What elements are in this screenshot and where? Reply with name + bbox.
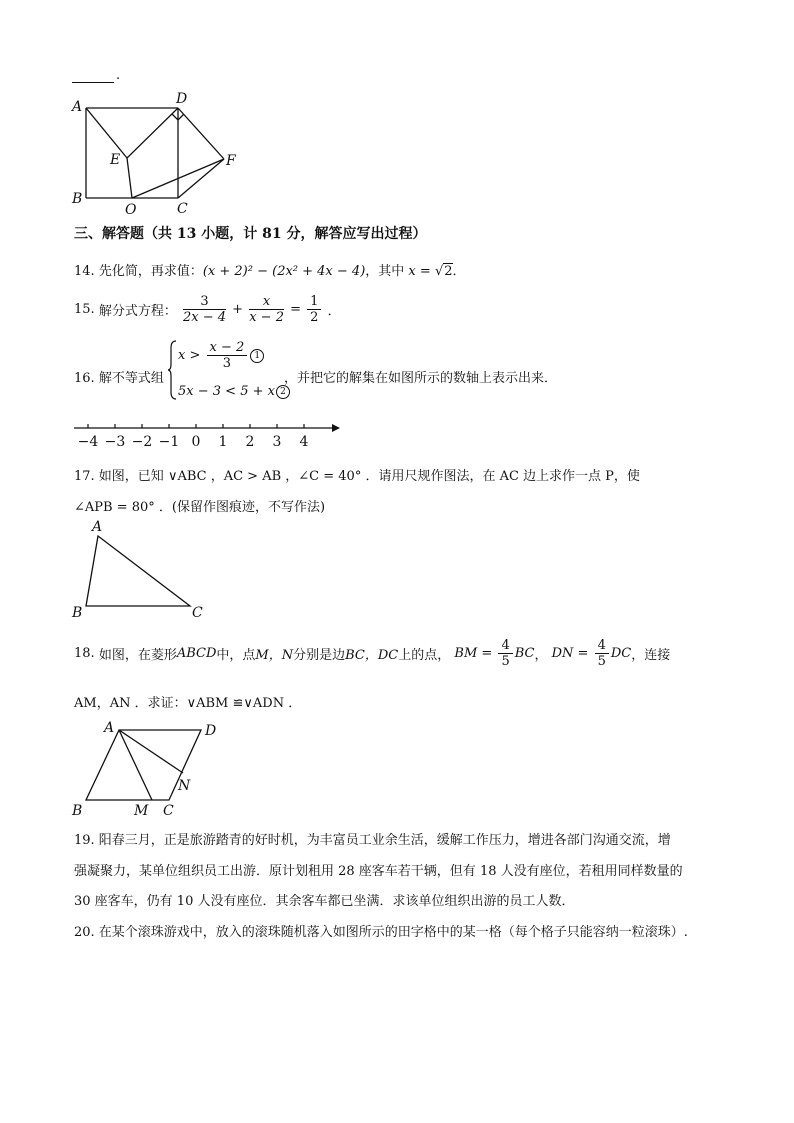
q14-lead: 先化简，再求值：	[98, 264, 203, 279]
q18-bcdc: BC，DC	[345, 648, 399, 663]
q16-line1-num: x − 2	[207, 340, 248, 356]
q15-frac-1	[183, 294, 226, 325]
q15-lead: 解分式方程：	[98, 304, 177, 319]
label-c: C	[163, 803, 174, 819]
figure-triangle-abc	[70, 518, 220, 622]
label-d: D	[205, 723, 217, 739]
number-line-label: 1	[218, 434, 228, 450]
seg-ed	[127, 108, 178, 158]
q16-mark-2: 2	[276, 385, 290, 399]
q16-line2-text: 5x − 3 < 5 + x	[178, 384, 275, 399]
label-a: A	[72, 99, 83, 115]
q19-line-2: 强凝聚力，某单位组织员工出游．原计划租用 28 座客车若干辆，但有 18 人没有座位，若租用同样数量的	[74, 864, 683, 879]
q15-end: ．	[327, 304, 341, 319]
q19-line-1: 19. 阳春三月，正是旅游踏青的好时机，为丰富员工业余生活，缓解工作压力，增进各部门沟通交流，增	[74, 833, 671, 848]
q15-eq: =	[290, 302, 302, 317]
q16-line1-frac	[207, 340, 248, 371]
q14-cond-sqrt: √	[434, 264, 444, 279]
q15-number: 15.	[74, 302, 95, 317]
number-line-label: 0	[191, 434, 201, 450]
seg-cf	[178, 159, 224, 198]
q15-frac-2-den: x − 2	[249, 310, 284, 325]
label-b: B	[72, 803, 83, 819]
q14-expression: (x + 2)² − (2x² + 4x − 4)	[202, 264, 366, 279]
answer-blank	[72, 72, 114, 83]
q18-frac-1-den: 5	[501, 654, 510, 669]
q16-line-2	[178, 384, 290, 399]
q18-lead: 如图，在菱形	[98, 648, 177, 663]
q19-line-3: 30 座客车，仍有 10 人没有座位．其余客车都已坐满．求该单位组织出游的员工人数．	[74, 894, 575, 909]
q20-line-1: 20. 在某个滚珠游戏中，放入的滚珠随机落入如图所示的田字格中的某一格（每个格子只能容纳一粒滚珠）.	[74, 925, 688, 940]
q16-line1-den: 3	[222, 356, 232, 371]
q14-cond-eq: =	[415, 264, 435, 279]
q18-mid1: 中，点	[216, 648, 256, 663]
answer-blank-dot: .	[116, 68, 121, 83]
number-line-label: −3	[104, 434, 126, 450]
label-a: A	[92, 519, 103, 535]
q14-cond-val: 2	[444, 264, 453, 279]
q15-frac-3-num: 1	[307, 294, 321, 310]
q16-mark-1: 1	[250, 349, 264, 363]
q18-dc: DC	[610, 646, 632, 661]
q18-frac-1-num: 4	[498, 638, 512, 654]
q18-sep: ，	[534, 648, 548, 663]
q18-abcd: ABCD	[176, 646, 217, 661]
number-line-label: 3	[272, 434, 282, 450]
q14-cond-var: x	[408, 264, 416, 279]
q15-plus: +	[232, 302, 244, 317]
q17-line-2: ∠APB = 80° ．(保留作图痕迹，不写作法)	[74, 500, 326, 515]
number-line-label: −4	[77, 434, 99, 450]
q18-frac-2-den: 5	[597, 654, 606, 669]
q18-frac-2-num: 4	[595, 638, 609, 654]
q16-number-lead	[74, 367, 164, 386]
seg-ae	[86, 108, 127, 158]
q14-mid: ，其中	[365, 264, 405, 279]
label-b: B	[72, 191, 83, 207]
label-a: A	[104, 720, 115, 736]
label-e: E	[110, 152, 121, 168]
q18-line-1	[74, 638, 670, 669]
q15-frac-2	[249, 294, 284, 325]
q15-frac-1-num: 3	[183, 294, 226, 310]
seg-eo	[127, 158, 132, 198]
label-n: N	[178, 778, 191, 794]
q15-frac-3	[307, 294, 321, 325]
section-title: 三、解答题（共 13 小题，计 81 分，解答应写出过程）	[74, 226, 427, 242]
q16-brace	[168, 340, 178, 400]
label-c: C	[192, 605, 203, 621]
q16-line1-var: x >	[178, 348, 201, 363]
question-14	[74, 260, 466, 279]
q18-mid3: 上的点，	[398, 648, 451, 663]
q16-lead: 解不等式组	[98, 371, 164, 386]
number-line-label: −2	[131, 434, 153, 450]
q18-mn: M，N	[255, 648, 294, 663]
q18-tail: ，连接	[631, 648, 671, 663]
q15-frac-3-den: 2	[310, 310, 319, 325]
seg-df	[178, 108, 224, 159]
figure-square-abcd	[70, 92, 250, 222]
q16-number: 16.	[74, 371, 95, 386]
label-o: O	[125, 202, 137, 218]
label-c: C	[177, 201, 188, 217]
number-line	[70, 418, 350, 452]
label-m: M	[134, 803, 149, 819]
q16-line-1	[178, 340, 264, 371]
q18-mid2: 分别是边	[293, 648, 346, 663]
q14-end: ．	[452, 264, 466, 279]
q18-frac-1	[498, 638, 512, 669]
q18-bm: BM =	[454, 646, 493, 661]
label-d: D	[176, 92, 188, 107]
q18-dn: DN =	[551, 646, 589, 661]
question-15	[74, 294, 341, 325]
figure-rhombus-abcd	[70, 716, 240, 820]
q18-number: 18.	[74, 646, 95, 661]
q15-frac-1-den: 2x − 4	[182, 310, 227, 325]
q18-frac-2	[595, 638, 609, 669]
q18-bc: BC	[514, 646, 535, 661]
q14-number: 14.	[74, 264, 95, 279]
number-line-arrow	[332, 424, 340, 432]
number-line-label: −1	[158, 434, 180, 450]
label-f: F	[226, 153, 236, 169]
number-line-label: 2	[245, 434, 255, 450]
q15-frac-2-num: x	[249, 294, 284, 310]
label-b: B	[72, 605, 83, 621]
triangle-abc	[86, 536, 190, 606]
q16-tail: ，并把它的解集在如图所示的数轴上表示出来．	[284, 371, 558, 386]
number-line-label: 4	[299, 434, 309, 450]
q17-line-1: 17. 如图，已知 ∨ABC ，AC > AB ，∠C = 40° ．请用尺规作图法，在 AC 边上求作一点 P，使	[74, 469, 640, 484]
q18-line-2: AM，AN ．求证：∨ABM ≌∨ADN ．	[74, 696, 302, 711]
